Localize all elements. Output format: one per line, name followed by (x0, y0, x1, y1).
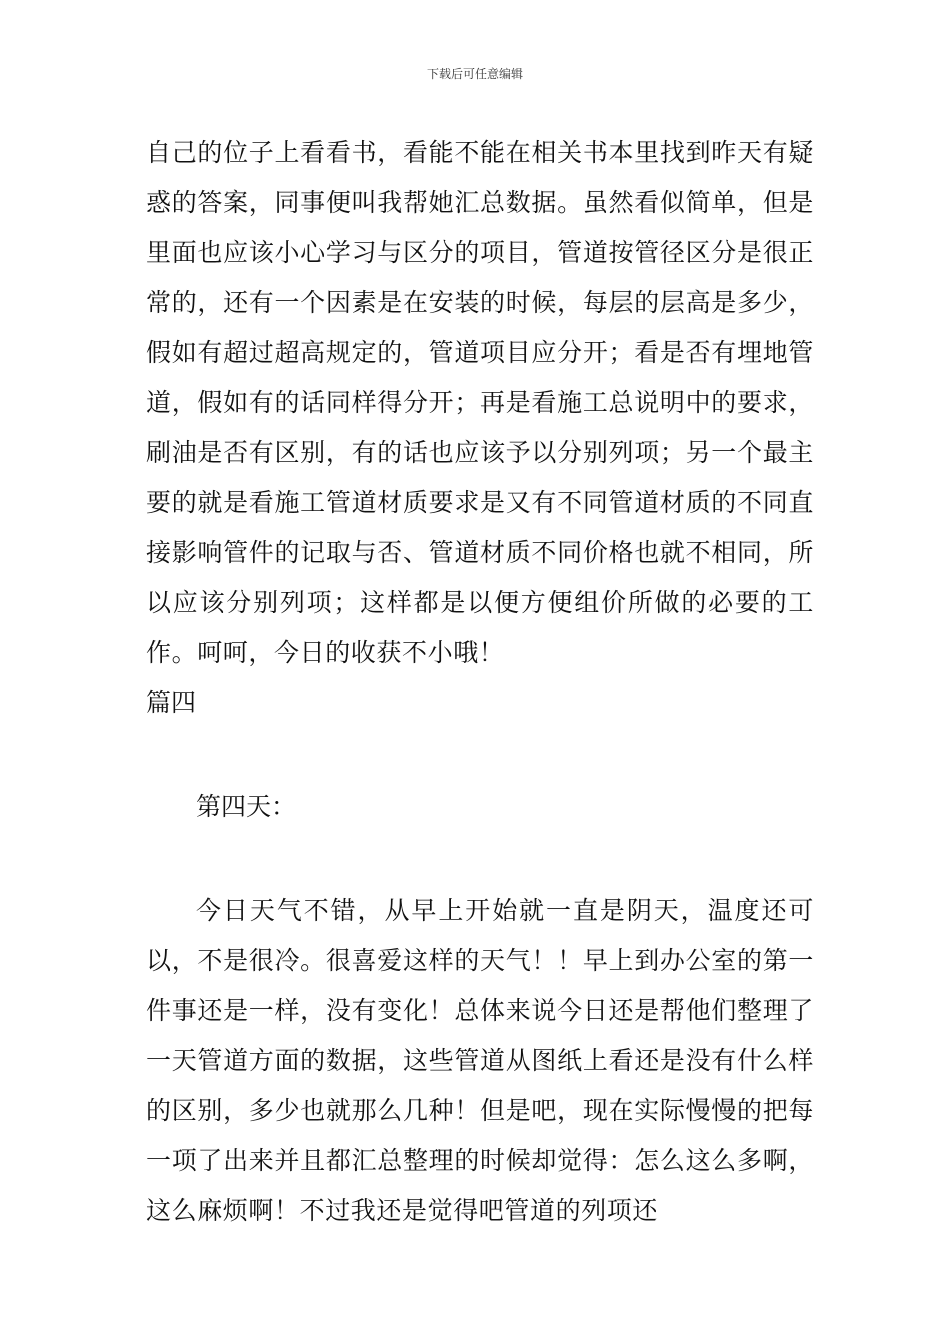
spacer (146, 832, 814, 886)
day-title: 第四天： (196, 792, 297, 821)
paragraph-day-four: 今日天气不错，从早上开始就一直是阴天，温度还可以，不是很冷。很喜爱这样的天气！！早上到办公室的第一件事还是一样，没有变化！总体来说今日还是帮他们整理了一天管道方面的数据，这些管道从图纸上看还是没有什么样的区别，多少也就那么几种！但是吧，现在实际慢慢的把每一项了出来并且都汇总整理的时候却觉得：怎么这么多啊，这么麻烦啊！不过我还是觉得吧管道的列项还 (146, 896, 814, 1225)
section-title: 篇四 (146, 688, 197, 717)
document-body (146, 128, 814, 1236)
page-header: 下载后可任意编辑 (426, 67, 523, 81)
paragraph-continuation: 自己的位子上看看书，看能不能在相关书本里找到昨天有疑惑的答案，同事便叫我帮她汇总数据。虽然看似简单，但是里面也应该小心学习与区分的项目，管道按管径区分是很正常的，还有一个因素是在安装的时候，每层的层高是多少，假如有超过超高规定的，管道项目应分开；看是否有埋地管道，假如有的话同样得分开；再是看施工总说明中的要求，刷油是否有区别，有的话也应该予以分别列项；另一个最主要的就是看施工管道材质要求是又有不同管道材质的不同直接影响管件的记取与否、管道材质不同价格也就不相同，所以应该分别列项；这样都是以便方便组价所做的必要的工作。呵呵，今日的收获不小哦！ (146, 138, 814, 667)
spacer (146, 728, 814, 782)
